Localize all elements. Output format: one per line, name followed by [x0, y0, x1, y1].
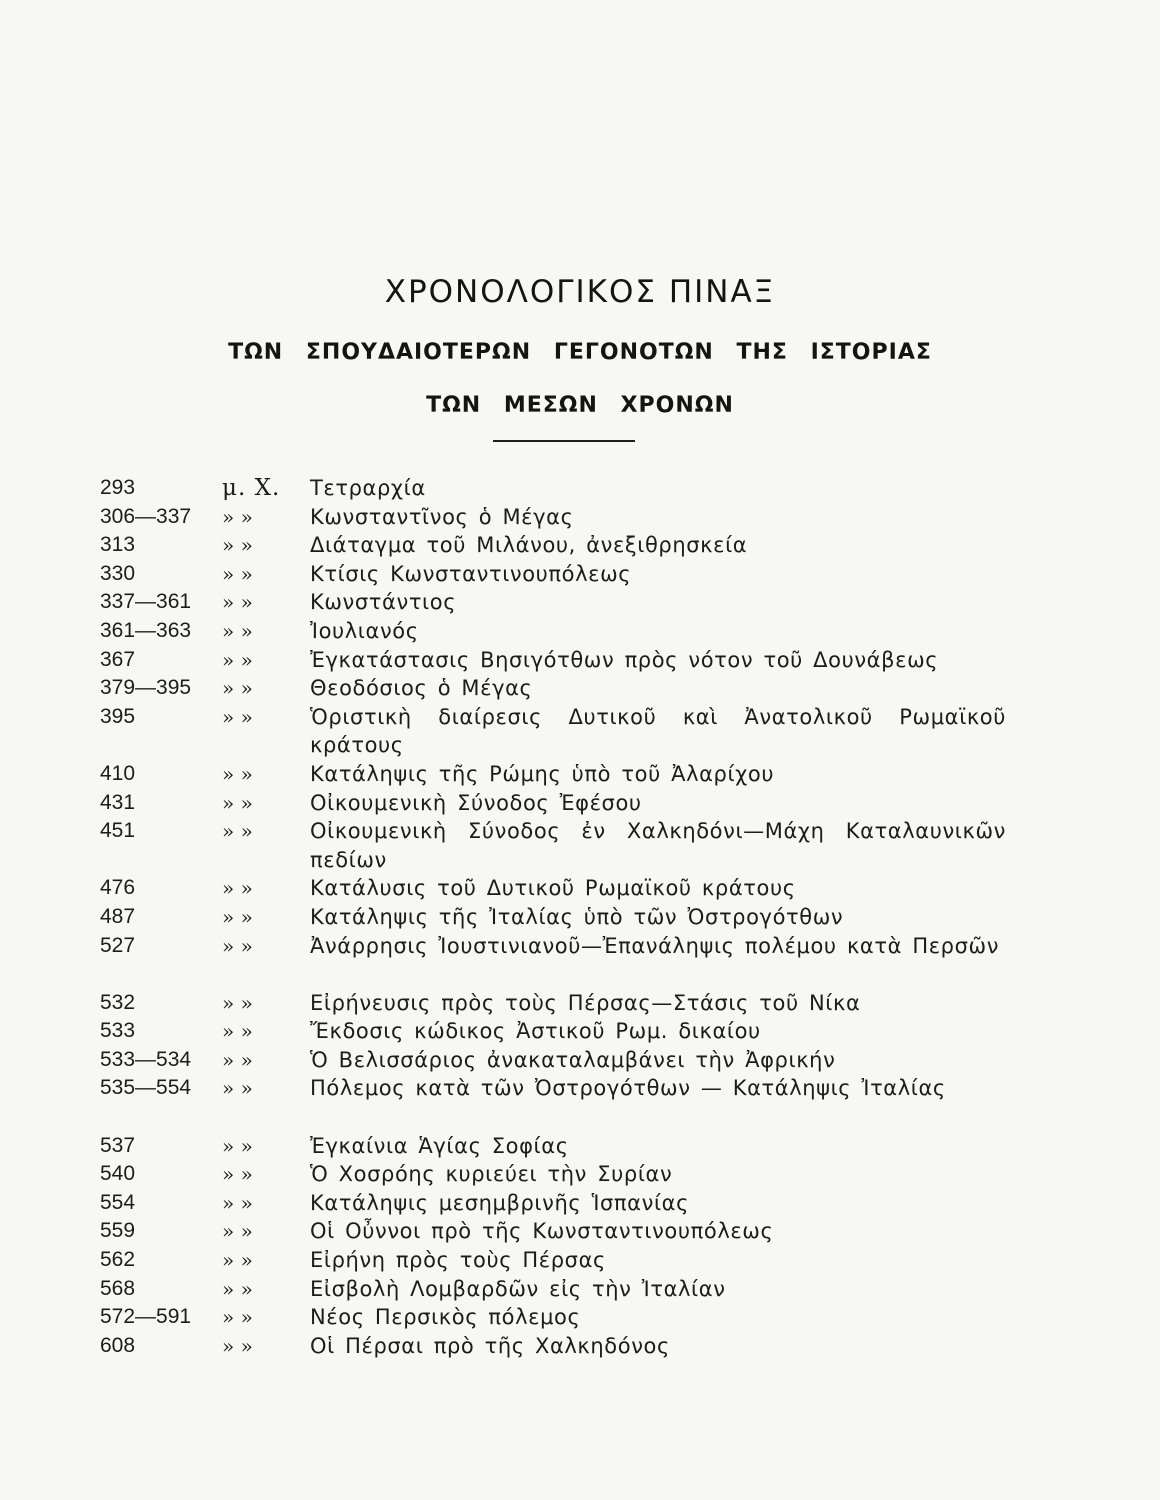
chronology-row [0, 503, 1160, 532]
entry-year: 431 [100, 790, 136, 814]
entry-year: 379—395 [100, 676, 192, 700]
entry-year: 361—363 [100, 618, 192, 642]
entry-era: » » [222, 876, 253, 901]
entry-event: Οἱ Πέρσαι πρὸ τῆς Χαλκηδόνος [310, 1333, 670, 1358]
chronology-row [0, 646, 1160, 675]
entry-event: Κατάληψις μεσημβρινῆς Ἱσπανίας [310, 1190, 690, 1215]
entry-era: » » [222, 1248, 253, 1273]
entry-year: 476 [100, 876, 136, 900]
entry-event: Ἰουλιανός [310, 618, 419, 643]
chronology-row [0, 1246, 1160, 1275]
entry-event: Πόλεμος κατὰ τῶν Ὀστρογότθων — Κατάληψις Ἰταλίας [310, 1076, 946, 1101]
chronology-row [0, 617, 1160, 646]
entry-year: 608 [100, 1333, 136, 1357]
entry-event: Οἰκουμενικὴ Σύνοδος Ἐφέσου [310, 790, 642, 815]
entry-era: » » [222, 704, 253, 729]
entry-era: » » [222, 1305, 253, 1330]
entry-era: μ. Χ. [222, 475, 281, 501]
entry-era: » » [222, 1162, 253, 1187]
entry-era: » » [222, 990, 253, 1015]
chronology-row [0, 531, 1160, 560]
entry-year: 533—534 [100, 1047, 192, 1071]
chronology-row [0, 1132, 1160, 1161]
entry-event: Κωνσταντῖνος ὁ Μέγας [310, 504, 574, 529]
entry-year: 554 [100, 1190, 136, 1214]
entry-era: » » [222, 561, 253, 586]
entry-event: Κατάληψις τῆς Ἰταλίας ὑπὸ τῶν Ὀστρογότθων [310, 904, 844, 929]
entry-year: 562 [100, 1248, 136, 1272]
entry-era: » » [222, 647, 253, 672]
entry-event: Κωνστάντιος [310, 590, 457, 615]
entry-era: » » [222, 1190, 253, 1215]
chronology-row [0, 760, 1160, 789]
entry-event: Ἀνάρρησις Ἰουστινιανοῦ—Ἐπανάληψις πολέμου κατὰ Περσῶν [310, 933, 1000, 958]
entry-era: » » [222, 676, 253, 701]
chronology-row [0, 989, 1160, 1018]
entry-era: » » [222, 1019, 253, 1044]
entry-event: Ἐγκαίνια Ἁγίας Σοφίας [310, 1133, 569, 1158]
entry-year: 487 [100, 904, 136, 928]
entry-event: Κατάλυσις τοῦ Δυτικοῦ Ρωμαϊκοῦ κράτους [310, 876, 796, 901]
page-subtitle-line-1: ΤΩΝ ΣΠΟΥΔΑΙΟΤΕΡΩΝ ΓΕΓΟΝΟΤΩΝ ΤΗΣ ΙΣΤΟΡΙΑΣ [228, 340, 932, 365]
entry-year: 451 [100, 819, 136, 843]
entry-event: Ὁ Βελισσάριος ἀνακαταλαμβάνει τὴν Ἀφρικήν [310, 1047, 836, 1072]
entry-event: Τετραρχία [310, 476, 426, 500]
chronology-row [0, 560, 1160, 589]
entry-era: » » [222, 790, 253, 815]
entry-era: » » [222, 1076, 253, 1101]
chronology-row [0, 903, 1160, 932]
entry-event: Ὁ Χοσρόης κυριεύει τὴν Συρίαν [310, 1162, 673, 1187]
chronology-row [0, 1189, 1160, 1218]
entry-era: » » [222, 1276, 253, 1301]
chronology-row [0, 1046, 1160, 1075]
entry-event: Ἔκδοσις κώδικος Ἀστικοῦ Ρωμ. δικαίου [310, 1019, 761, 1044]
entry-year: 306—337 [100, 504, 192, 528]
entry-era: » » [222, 618, 253, 643]
entry-year: 410 [100, 761, 136, 785]
chronology-row [0, 703, 1160, 760]
entry-era: » » [222, 533, 253, 558]
chronology-row [0, 1303, 1160, 1332]
entry-event: Διάταγμα τοῦ Μιλάνου, ἀνεξιθρησκεία [310, 533, 748, 558]
entry-event: Κτίσις Κωνσταντινουπόλεως [310, 561, 632, 586]
entry-year: 527 [100, 933, 136, 957]
entry-era: » » [222, 1133, 253, 1158]
entry-year: 540 [100, 1162, 136, 1186]
chronology-row [0, 1017, 1160, 1046]
page-subtitle-line-2: ΤΩΝ ΜΕΣΩΝ ΧΡΟΝΩΝ [426, 393, 734, 418]
entry-era: » » [222, 819, 253, 844]
entry-era: » » [222, 761, 253, 786]
entry-era: » » [222, 1047, 253, 1072]
chronology-row [0, 1332, 1160, 1361]
entry-year: 395 [100, 704, 136, 728]
entry-event: Εἰρήνη πρὸς τοὺς Πέρσας [310, 1248, 606, 1273]
entry-year: 572—591 [100, 1305, 192, 1329]
chronology-row [0, 1275, 1160, 1304]
entry-era: » » [222, 590, 253, 615]
entry-era: » » [222, 933, 253, 958]
chronology-row [0, 932, 1160, 989]
title-divider [493, 440, 635, 442]
chronology-row [0, 674, 1160, 703]
entry-year: 568 [100, 1276, 136, 1300]
chronology-row [0, 1217, 1160, 1246]
entry-event: Οἱ Οὖννοι πρὸ τῆς Κωνσταντινουπόλεως [310, 1219, 774, 1244]
entry-event: Οἰκουμενικὴ Σύνοδος ἐν Χαλκηδόνι—Μάχη Καταλαυνικῶν πεδίων [310, 819, 1006, 872]
entry-event: Θεοδόσιος ὁ Μέγας [310, 676, 533, 701]
entry-year: 535—554 [100, 1076, 192, 1100]
entry-year: 293 [100, 476, 136, 499]
entry-year: 532 [100, 990, 136, 1014]
chronology-row [0, 474, 1160, 503]
entry-year: 537 [100, 1133, 136, 1157]
entry-year: 533 [100, 1019, 136, 1043]
entry-era: » » [222, 1333, 253, 1358]
entry-era: » » [222, 904, 253, 929]
chronology-table [0, 474, 1160, 1360]
entry-event: Νέος Περσικὸς πόλεμος [310, 1305, 581, 1330]
entry-era: » » [222, 1219, 253, 1244]
entry-event: Κατάληψις τῆς Ρώμης ὑπὸ τοῦ Ἀλαρίχου [310, 761, 775, 786]
chronology-row [0, 817, 1160, 874]
entry-year: 559 [100, 1219, 136, 1243]
chronology-row [0, 1160, 1160, 1189]
chronology-row [0, 1074, 1160, 1131]
chronology-row [0, 588, 1160, 617]
entry-event: Εἰσβολὴ Λομβαρδῶν εἰς τὴν Ἰταλίαν [310, 1276, 726, 1301]
entry-year: 313 [100, 533, 136, 557]
entry-year: 330 [100, 561, 136, 585]
entry-event: Ἐγκατάστασις Βησιγότθων πρὸς νότον τοῦ Δουνάβεως [310, 647, 939, 672]
entry-event: Εἰρήνευσις πρὸς τοὺς Πέρσας—Στάσις τοῦ Νίκα [310, 990, 861, 1015]
entry-year: 337—361 [100, 590, 192, 614]
page-title: ΧΡΟΝΟΛΟΓΙΚΟΣ ΠΙΝΑΞ [384, 274, 776, 310]
chronology-row [0, 874, 1160, 903]
entry-year: 367 [100, 647, 136, 671]
entry-era: » » [222, 504, 253, 529]
entry-event: Ὁριστικὴ διαίρεσις Δυτικοῦ καὶ Ἀνατολικοῦ Ρωμαϊκοῦ κράτους [310, 704, 1006, 758]
chronology-row [0, 789, 1160, 818]
